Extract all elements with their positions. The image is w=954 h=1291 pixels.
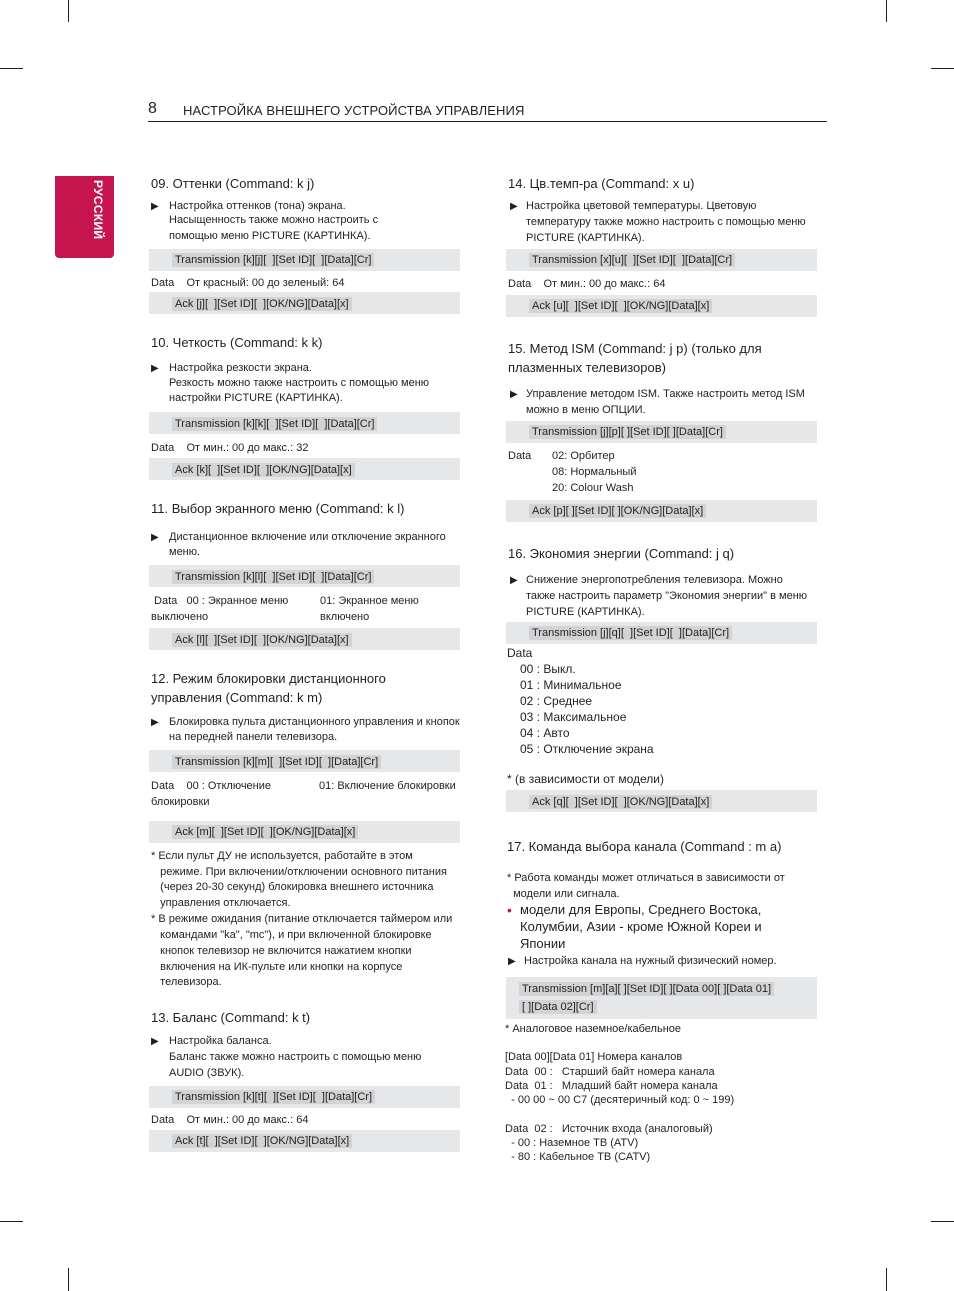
arrow-icon: ▶: [510, 389, 518, 400]
transmission-code: Transmission [k][m][ ][Set ID][ ][Data][Cr]: [172, 755, 381, 769]
arrow-icon: ▶: [510, 201, 518, 212]
data-line: Data От мин.: 00 до макс.: 32: [151, 442, 309, 454]
language-tab: [55, 176, 114, 258]
crop-mark: [931, 1221, 954, 1222]
transmission-code: Transmission [k][t][ ][Set ID][ ][Data][Cr]: [172, 1090, 375, 1104]
arrow-icon: ▶: [151, 532, 159, 543]
data-line: Data 00 : Отключение: [151, 780, 272, 792]
desc-line: AUDIO (ЗВУК).: [169, 1067, 245, 1079]
data-label: Data: [508, 450, 532, 462]
desc-line: Баланс также можно настроить с помощью меню: [169, 1051, 422, 1063]
transmission-code: Transmission [x][u][ ][Set ID][ ][Data][Cr]: [529, 253, 735, 267]
crop-mark: [68, 0, 69, 22]
region-line: модели для Европы, Среднего Востока,: [520, 902, 762, 917]
note-line: управления отключается.: [151, 897, 291, 909]
data-label: Data: [507, 646, 533, 660]
data-line: выключено: [151, 611, 209, 623]
arrow-icon: ▶: [151, 363, 159, 374]
data-line: 01: Экранное меню: [320, 595, 419, 607]
desc-line: Управление методом ISM. Также настроить метод ISM: [526, 388, 805, 400]
crop-mark: [886, 0, 887, 22]
section-title: 09. Оттенки (Command: k j): [151, 176, 315, 191]
section-title: 17. Команда выбора канала (Command : m a): [507, 839, 782, 854]
section-title: управления (Command: k m): [151, 690, 323, 705]
section-title: 10. Четкость (Command: k k): [151, 335, 323, 350]
detail-line: - 00 : Наземное ТВ (ATV): [505, 1137, 639, 1149]
section-title: плазменных телевизоров): [508, 360, 666, 375]
ack-code: Ack [t][ ][Set ID][ ][OK/NG][Data][x]: [172, 1134, 352, 1148]
detail-line: Data 00 : Старший байт номера канала: [505, 1066, 715, 1078]
desc-line: Настройка оттенков (тона) экрана.: [169, 200, 346, 212]
note-line: * Работа команды может отличаться в зависимости от: [507, 872, 785, 884]
language-tab-label: РУССКИЙ: [91, 180, 105, 240]
note-line: включения на ИК-пульте или кнопки на корпусе: [151, 961, 403, 973]
desc-line: меню.: [169, 546, 201, 558]
desc-line: Настройка цветовой температуры. Цветовую: [526, 200, 757, 212]
data-line: блокировки: [151, 796, 210, 808]
transmission-code: [ ][Data 02][Cr]: [519, 1000, 597, 1014]
transmission-code: Transmission [m][a][ ][Set ID][ ][Data 00][ ][Data 01]: [519, 982, 774, 996]
note-line: * В режиме ожидания (питание отключается таймером или: [151, 913, 453, 925]
note-line: кнопок телевизор не включится нажатием кнопки: [151, 945, 412, 957]
desc-line: Насыщенность также можно настроить с: [169, 214, 379, 226]
note-line: модели или сигнала.: [507, 888, 620, 900]
desc-line: Настройка канала на нужный физический номер.: [524, 955, 777, 967]
transmission-code: Transmission [k][j][ ][Set ID][ ][Data][Cr]: [172, 253, 374, 267]
data-value: 02 : Среднее: [520, 694, 593, 708]
desc-line: настройки PICTURE (КАРТИНКА).: [169, 392, 343, 404]
transmission-code: Transmission [j][q][ ][Set ID][ ][Data][Cr]: [529, 626, 732, 640]
desc-line: Блокировка пульта дистанционного управления и кнопок: [169, 716, 460, 728]
ack-code: Ack [p][ ][Set ID][ ][OK/NG][Data][x]: [529, 504, 706, 518]
data-value: 20: Colour Wash: [552, 482, 634, 494]
data-line: Data От красный: 00 до зеленый: 64: [151, 277, 345, 289]
desc-line: Снижение энергопотребления телевизора. Можно: [526, 574, 783, 586]
note-line: * Если пульт ДУ не используется, работайте в этом: [151, 850, 413, 862]
ack-code: Ack [u][ ][Set ID][ ][OK/NG][Data][x]: [529, 299, 712, 313]
data-value: 01 : Минимальное: [520, 678, 622, 692]
crop-mark: [0, 1221, 23, 1222]
ack-code: Ack [l][ ][Set ID][ ][OK/NG][Data][x]: [172, 633, 352, 647]
ack-code: Ack [q][ ][Set ID][ ][OK/NG][Data][x]: [529, 795, 712, 809]
region-line: Колумбии, Азии - кроме Южной Кореи и: [520, 919, 762, 934]
note-line: * Аналоговое наземное/кабельное: [505, 1023, 682, 1035]
detail-line: Data 02 : Источник входа (аналоговый): [505, 1123, 713, 1135]
desc-line: PICTURE (КАРТИНКА).: [526, 232, 645, 244]
data-value: 02: Орбитер: [552, 450, 615, 462]
desc-line: Настройка баланса.: [169, 1035, 272, 1047]
note-line: * (в зависимости от модели): [507, 772, 665, 786]
page-number: 8: [148, 100, 157, 117]
bullet-icon: •: [507, 902, 512, 918]
note-line: (через 20-30 секунд) блокировка внешнего источника: [151, 881, 434, 893]
data-line: 01: Включение блокировки: [319, 780, 456, 792]
arrow-icon: ▶: [151, 201, 159, 212]
crop-mark: [931, 68, 954, 69]
crop-mark: [68, 1268, 69, 1291]
desc-line: Резкость можно также настроить с помощью меню: [169, 377, 430, 389]
data-line: Data От мин.: 00 до макс.: 64: [508, 278, 666, 290]
note-line: режиме. При включении/отключении основного питания: [151, 866, 447, 878]
detail-line: [Data 00][Data 01] Номера каналов: [505, 1051, 683, 1063]
crop-mark: [886, 1268, 887, 1291]
desc-line: температуру также можно настроить с помощью меню: [526, 216, 806, 228]
header-divider: [148, 121, 827, 122]
data-value: 05 : Отключение экрана: [520, 742, 654, 756]
ack-code: Ack [m][ ][Set ID][ ][OK/NG][Data][x]: [172, 825, 358, 839]
arrow-icon: ▶: [151, 1036, 159, 1047]
ack-code: Ack [k][ ][Set ID][ ][OK/NG][Data][x]: [172, 463, 355, 477]
desc-line: также настроить параметр "Экономия энергии" в меню: [526, 590, 808, 602]
detail-line: - 80 : Кабельное ТВ (CATV): [505, 1151, 651, 1163]
detail-line: Data 01 : Младший байт номера канала: [505, 1080, 718, 1092]
note-line: командами "ka", "mc"), и при включенной блокировке: [151, 929, 432, 941]
data-line: включено: [320, 611, 370, 623]
arrow-icon: ▶: [510, 575, 518, 586]
data-value: 00 : Выкл.: [520, 662, 576, 676]
crop-mark: [0, 68, 23, 69]
region-line: Японии: [520, 936, 566, 951]
desc-line: Дистанционное включение или отключение экранного: [169, 531, 446, 543]
section-title: 13. Баланс (Command: k t): [151, 1010, 311, 1025]
data-value: 03 : Максимальное: [520, 710, 627, 724]
data-value: 08: Нормальный: [552, 466, 637, 478]
arrow-icon: ▶: [508, 956, 516, 967]
section-title: 14. Цв.темп-ра (Command: x u): [508, 176, 695, 191]
section-title: 12. Режим блокировки дистанционного: [151, 671, 386, 686]
desc-line: помощью меню PICTURE (КАРТИНКА).: [169, 230, 371, 242]
section-title: 16. Экономия энергии (Command: j q): [508, 546, 735, 561]
page-title: НАСТРОЙКА ВНЕШНЕГО УСТРОЙСТВА УПРАВЛЕНИЯ: [183, 103, 525, 118]
data-line: Data 00 : Экранное меню: [151, 595, 289, 607]
desc-line: можно в меню ОПЦИИ.: [526, 404, 646, 416]
section-title: 15. Метод ISM (Command: j p) (только для: [508, 341, 762, 356]
detail-line: - 00 00 ~ 00 C7 (десятеричный код: 0 ~ 199): [505, 1094, 735, 1106]
desc-line: на передней панели телевизора.: [169, 731, 338, 743]
section-title: 11. Выбор экранного меню (Command: k l): [151, 501, 405, 516]
note-line: телевизора.: [151, 976, 222, 988]
desc-line: PICTURE (КАРТИНКА).: [526, 606, 645, 618]
data-line: Data От мин.: 00 до макс.: 64: [151, 1114, 309, 1126]
transmission-code: Transmission [k][k][ ][Set ID][ ][Data][Cr]: [172, 417, 377, 431]
desc-line: Настройка резкости экрана.: [169, 362, 312, 374]
arrow-icon: ▶: [151, 717, 159, 728]
data-value: 04 : Авто: [520, 726, 570, 740]
transmission-code: Transmission [k][l][ ][Set ID][ ][Data][Cr]: [172, 570, 374, 584]
ack-code: Ack [j][ ][Set ID][ ][OK/NG][Data][x]: [172, 297, 352, 311]
transmission-code: Transmission [j][p][ ][Set ID][ ][Data][Cr]: [529, 425, 726, 439]
